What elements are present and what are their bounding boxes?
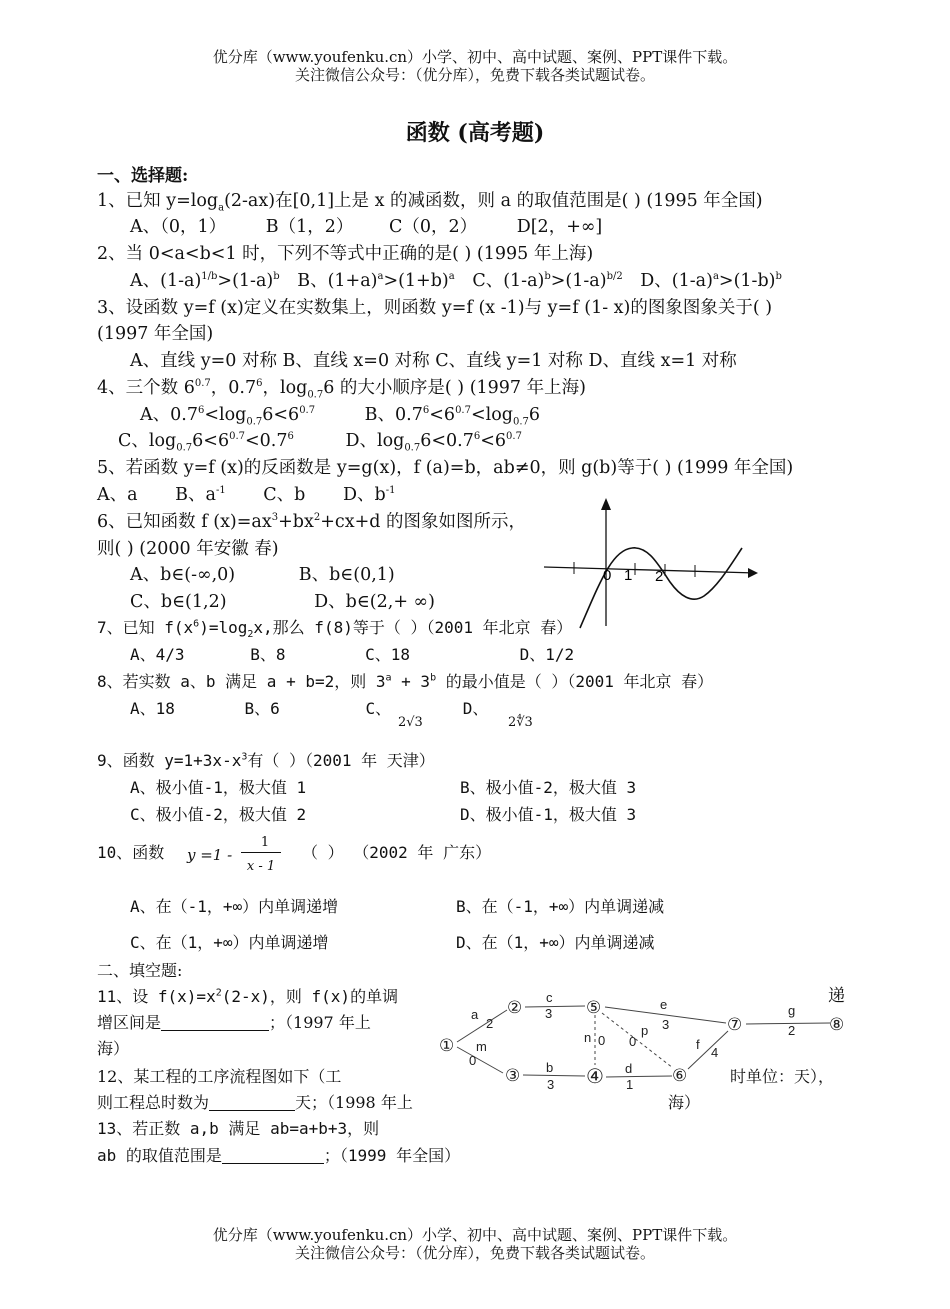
q1-option-c[interactable]: C（0，2） xyxy=(388,217,478,237)
q5-option-c[interactable]: C、b xyxy=(263,485,306,505)
q13-answer-blank[interactable] xyxy=(222,1145,324,1164)
q5-option-a[interactable]: A、a xyxy=(97,485,138,505)
q11-answer-blank[interactable] xyxy=(161,1012,269,1031)
q1-option-a[interactable]: A、（0，1） xyxy=(130,217,227,237)
page-header-line2: 关注微信公众号：（优分库），免费下载各类试题试卷。 xyxy=(294,66,655,84)
edge-c-weight: 3 xyxy=(545,1006,553,1021)
q7-option-b[interactable]: B、8 xyxy=(250,645,286,664)
q8-option-b[interactable]: B、6 xyxy=(244,699,280,718)
q6-option-d[interactable]: D、b∈(2,+ ∞) xyxy=(314,592,435,612)
q10-fraction-bar xyxy=(241,852,281,853)
edge-n-weight: 0 xyxy=(598,1033,606,1048)
q10-option-c[interactable]: C、在（1，+∞）内单调递增 xyxy=(130,933,329,952)
q8-option-a[interactable]: A、18 xyxy=(130,699,175,718)
question-13: 13、若正数 a,b 满足 ab=a+b+3，则 xyxy=(97,1119,380,1138)
edge-a-line xyxy=(457,1010,507,1042)
cubic-function-graph xyxy=(540,492,770,632)
node-3: ③ xyxy=(505,1066,521,1085)
question-1-options xyxy=(130,216,602,238)
question-7-options xyxy=(130,644,574,666)
q9-option-c[interactable]: C、极小值-2，极大值 2 xyxy=(130,805,307,824)
edge-f-weight: 4 xyxy=(711,1045,719,1060)
q10-option-b[interactable]: B、在（-1，+∞）内单调递减 xyxy=(456,897,665,916)
question-3-source: (1997 年全国) xyxy=(97,324,214,344)
question-8-options xyxy=(130,698,488,720)
node-6: ⑥ xyxy=(672,1066,688,1085)
cubic-curve xyxy=(580,548,742,628)
q10-option-d[interactable]: D、在（1，+∞）内单调递减 xyxy=(456,933,655,952)
edge-d-line xyxy=(606,1076,672,1077)
question-4-options-cd xyxy=(118,430,522,452)
q9-option-b[interactable]: B、极小值-2，极大值 3 xyxy=(460,778,637,797)
edge-f-line xyxy=(688,1031,728,1069)
edge-f-name: f xyxy=(696,1037,700,1052)
edge-a-name: a xyxy=(471,1007,479,1022)
edge-a-weight: 2 xyxy=(486,1016,494,1031)
node-5: ⑤ xyxy=(586,998,602,1017)
question-12-line2: 则工程总时数为 天；（1998 年上 xyxy=(97,1093,413,1112)
question-6-options-ab xyxy=(130,564,395,586)
question-1: 1、已知 $y=\log_a(2-ax)$在[0,1]上是 x 的减函数，则 a 的取值范围是( ) (1995 年全国) xyxy=(97,191,763,214)
edge-c-name: c xyxy=(546,990,553,1005)
edge-m-weight: 0 xyxy=(469,1053,477,1068)
question-8: 8、若实数 a、b 满足 a + b=2，则 $3^a + 3^b$ 的最小值是（ ）（2001 年北京 春） xyxy=(97,672,714,691)
q10-option-a[interactable]: A、在（-1，+∞）内单调递增 xyxy=(130,897,339,916)
q4-option-d[interactable]: D、$\log_{0.7}6<0.7^6<6^{0.7}$ xyxy=(345,431,522,454)
question-11-line2: 增区间是 ；（1997 年上 xyxy=(97,1013,371,1032)
edge-b-line xyxy=(523,1075,585,1076)
q4-option-b[interactable]: B、$0.7^6<6^{0.7}<\log_{0.7}6$ xyxy=(364,405,541,428)
question-3: 3、设函数 y=f (x)定义在实数集上，则函数 y=f (x -1)与 y=f (1- x)的图象图象关于( ) xyxy=(97,298,773,318)
page-header-line1: 优分库（www.youfenku.cn）小学、初中、高中试题、案例、PPT课件下载。 xyxy=(212,48,738,66)
node-8: ⑧ xyxy=(829,1015,845,1034)
edge-e-weight: 3 xyxy=(662,1017,670,1032)
q6-option-c[interactable]: C、b∈(1,2) xyxy=(130,592,227,612)
q4-option-c[interactable]: C、$\log_{0.7}6<6^{0.7}<0.7^6$ xyxy=(118,431,294,454)
q8-option-d-math: 2∜3 xyxy=(508,715,533,730)
question-4: 4、三个数 $6^{0.7}$，$0.7^6$，$\log_{0.7}6$ 的大小顺序是( ) (1997 年上海) xyxy=(97,378,586,401)
page-title: 函数 (高考题) xyxy=(405,120,545,146)
edge-b-weight: 3 xyxy=(547,1077,555,1092)
question-13-line2: ab 的取值范围是 ；（1999 年全国） xyxy=(97,1146,461,1165)
question-5-options xyxy=(97,484,395,506)
q2-option-b[interactable]: B、$(1+a)^a>(1+b)^a$ xyxy=(297,271,455,291)
section-choice-heading: 一、选择题: xyxy=(97,166,189,186)
edge-g-name: g xyxy=(788,1003,796,1018)
question-6-options-cd xyxy=(130,591,435,613)
q2-option-c[interactable]: C、$(1-a)^b>(1-a)^{b/2}$ xyxy=(472,271,623,291)
q8-option-c[interactable]: C、 xyxy=(365,699,392,718)
node-1: ① xyxy=(439,1036,455,1055)
q8-option-c-math: 2√3 xyxy=(398,715,423,730)
question-6: 6、已知函数 f $(x)=ax^3+bx^2+cx+d$ 的图象如图所示， xyxy=(97,512,526,532)
edge-d-weight: 1 xyxy=(626,1077,634,1092)
q6-option-b[interactable]: B、b∈(0,1) xyxy=(298,565,395,585)
q6-option-a[interactable]: A、b∈(-∞,0) xyxy=(130,565,236,585)
question-12: 12、某工程的工序流程图如下（工 xyxy=(97,1067,342,1086)
node-4: ④ xyxy=(586,1066,604,1088)
graph-label-0: 0 xyxy=(603,567,612,584)
question-11: 11、设 $f(x)=x^2(2-x)$，则 f(x)的单调 xyxy=(97,987,399,1006)
graph-x-axis xyxy=(544,567,756,573)
graph-y-axis-arrow xyxy=(601,498,611,510)
q7-option-d[interactable]: D、1/2 xyxy=(519,645,575,664)
q10-fraction-denominator: x - 1 xyxy=(246,859,276,874)
question-4-options-ab xyxy=(140,404,540,426)
q10-formula-lhs: y =1 - xyxy=(187,846,233,864)
question-10-source: （ ） （2002 年 广东） xyxy=(302,843,492,862)
question-11-overflow-char: 递 xyxy=(828,986,845,1006)
edge-d-name: d xyxy=(625,1061,633,1076)
page-footer-line1: 优分库（www.youfenku.cn）小学、初中、高中试题、案例、PPT课件下载。 xyxy=(212,1226,738,1244)
edge-m-name: m xyxy=(476,1039,487,1054)
process-flow-network xyxy=(430,985,860,1095)
q9-option-a[interactable]: A、极小值-1，极大值 1 xyxy=(130,778,307,797)
edge-c-line xyxy=(525,1006,585,1007)
question-12-unit: 时单位：天）， xyxy=(730,1067,835,1086)
page-footer-line2: 关注微信公众号：（优分库），免费下载各类试题试卷。 xyxy=(294,1244,655,1262)
q10-fraction-numerator: 1 xyxy=(260,835,270,850)
q7-option-c[interactable]: C、18 xyxy=(365,645,411,664)
q8-option-d[interactable]: D、 xyxy=(462,699,489,718)
graph-label-1: 1 xyxy=(624,567,633,584)
question-11-line3: 海） xyxy=(97,1039,130,1058)
edge-b-name: b xyxy=(546,1060,554,1075)
q5-option-b[interactable]: B、$a^{-1}$ xyxy=(175,485,226,505)
edge-n-name: n xyxy=(584,1030,592,1045)
q2-option-a[interactable]: A、$(1-a)^{1/b}>(1-a)^b$ xyxy=(130,271,280,291)
question-6-source: 则( ) (2000 年安徽 春) xyxy=(97,539,279,559)
section-fill-heading: 二、填空题: xyxy=(97,961,183,980)
q7-option-a[interactable]: A、4/3 xyxy=(130,645,185,664)
question-12-source-end: 海） xyxy=(668,1093,701,1112)
question-7: 7、已知 $f(x^6)=\log_2x$,那么 f(8)等于（ ）（2001 年北京 春） xyxy=(97,618,573,641)
graph-label-2: 2 xyxy=(655,568,664,585)
question-9: 9、函数 $y=1+3x-x^3$有（ ）（2001 年 天津） xyxy=(97,751,435,770)
edge-p-name: p xyxy=(641,1023,649,1038)
node-2: ② xyxy=(507,998,523,1017)
q4-option-a[interactable]: A、$0.7^6<\log_{0.7}6<6^{0.7}$ xyxy=(140,405,316,428)
edge-e-name: e xyxy=(660,997,668,1012)
q1-option-d[interactable]: D[2，+∞] xyxy=(516,217,603,237)
q9-option-d[interactable]: D、极小值-1，极大值 3 xyxy=(460,805,637,824)
question-2: 2、当 0<a<b<1 时，下列不等式中正确的是( ) (1995 年上海) xyxy=(97,244,594,264)
graph-x-axis-arrow xyxy=(748,568,758,578)
question-3-options: A、直线 y=0 对称 B、直线 x=0 对称 C、直线 y=1 对称 D、直线 x=1 对称 xyxy=(130,351,737,371)
q12-answer-blank[interactable] xyxy=(209,1092,295,1111)
edge-p-weight: 0 xyxy=(629,1034,637,1049)
q2-option-d[interactable]: D、$(1-a)^a>(1-b)^b$ xyxy=(640,271,782,291)
q1-option-b[interactable]: B（1，2） xyxy=(265,217,354,237)
question-5: 5、若函数 y=f (x)的反函数是 y=g(x)，f (a)=b，ab≠0，则 g(b)等于( ) (1999 年全国) xyxy=(97,458,794,478)
question-2-options xyxy=(130,270,782,292)
q5-option-d[interactable]: D、$b^{-1}$ xyxy=(342,485,396,505)
node-7: ⑦ xyxy=(727,1015,743,1034)
question-10-prefix: 10、函数 xyxy=(97,843,165,862)
edge-g-weight: 2 xyxy=(788,1023,796,1038)
